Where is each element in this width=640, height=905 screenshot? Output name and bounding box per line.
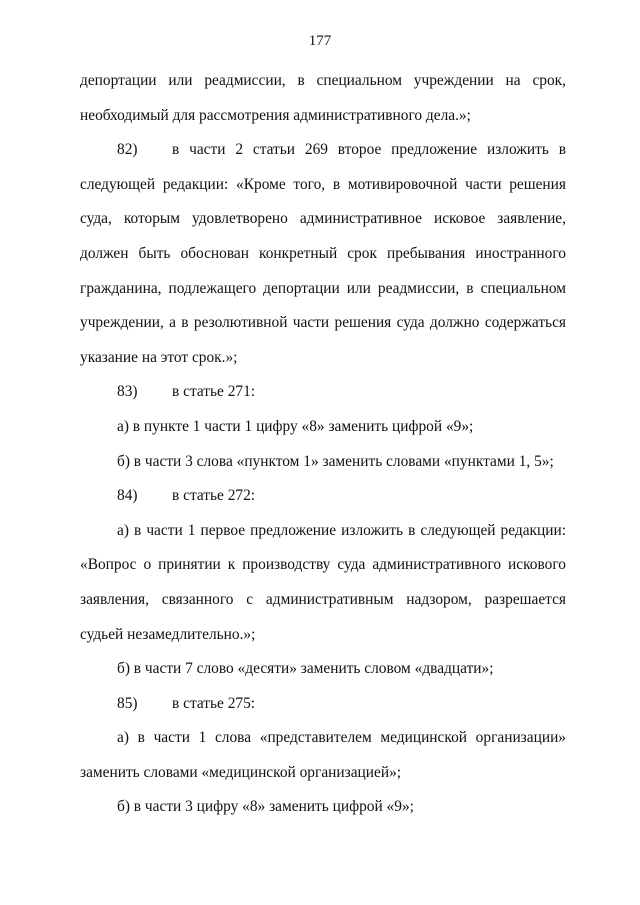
subitem-84b: б) в части 7 слово «десяти» заменить словом «двадцати»; — [117, 660, 494, 678]
subitem-84a: а) в части 1 первое предложение изложить в следующей редакции: «Вопрос о принятии к производству суда административного искового заявления, связанного с административным надзором, разрешается судьей незамедлительно.»; — [80, 521, 566, 643]
list-item-83 — [80, 375, 566, 410]
item-text: в статье 275: — [172, 694, 256, 712]
subitem-83a: а) в пункте 1 части 1 цифру «8» заменить цифрой «9»; — [117, 417, 474, 435]
item-number: 84) — [117, 487, 138, 505]
subitem-85a: а) в части 1 слова «представителем медицинской организации» заменить словами «медицинской организацией»; — [80, 729, 566, 781]
subitem-85b: б) в части 3 цифру «8» заменить цифрой «9»; — [117, 798, 414, 816]
paragraph-continuation: депортации или реадмиссии, в специальном учреждении на срок, необходимый для рассмотрения административного дела.»; — [80, 72, 566, 124]
item-number: 83) — [117, 383, 138, 401]
subitem-83b: б) в части 3 слова «пунктом 1» заменить словами «пунктами 1, 5»; — [117, 452, 554, 470]
item-number: 82) — [117, 141, 138, 159]
page-number: 177 — [308, 33, 332, 49]
item-text: в статье 272: — [172, 487, 256, 505]
item-number: 85) — [117, 694, 138, 712]
list-item-85 — [80, 687, 566, 722]
item-text: в статье 271: — [172, 383, 256, 401]
list-item-82 — [80, 133, 566, 375]
document-body — [80, 64, 566, 825]
item-text: в части 2 статьи 269 второе предложение изложить в следующей редакции: «Кроме того, в мотивировочной части решения суда, которым удовлетворено административное исковое заявление, должен быть обоснован конкретный срок пребывания иностранного гражданина, подлежащего депортации или реадмиссии, в специальном учреждении, а в резолютивной части решения суда должно содержаться указание на этот срок.»; — [80, 141, 566, 366]
list-item-84 — [80, 479, 566, 514]
